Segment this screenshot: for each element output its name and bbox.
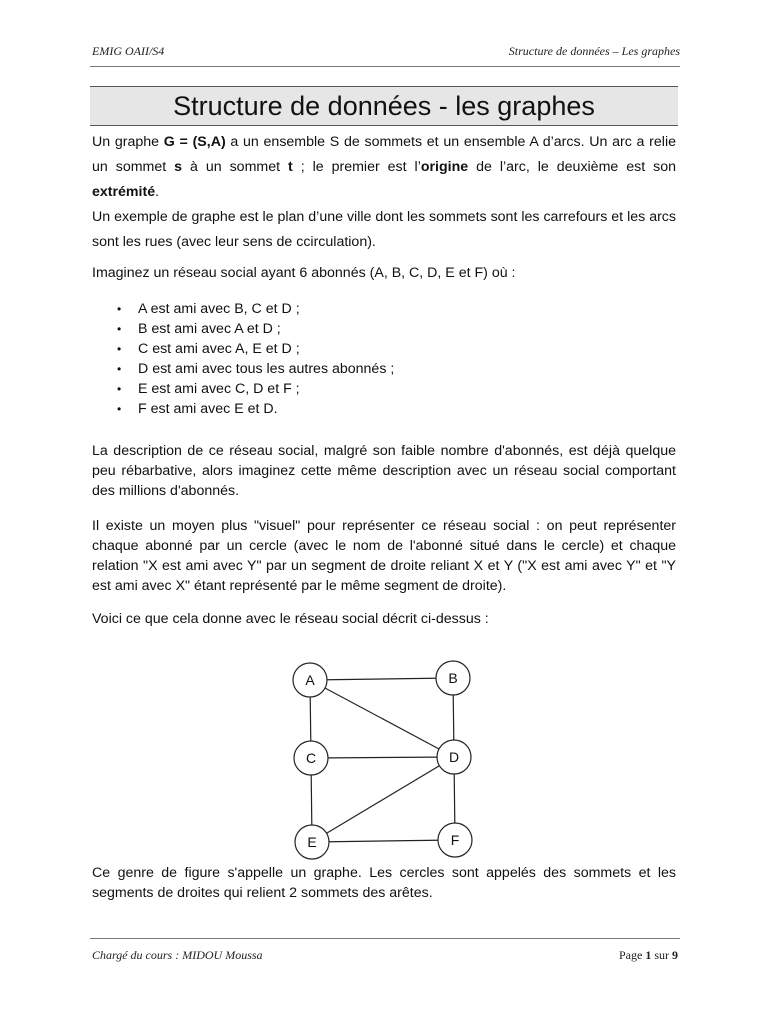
edge-e-f — [312, 840, 455, 842]
conclusion-paragraph: Ce genre de figure s'appelle un graphe. Les cercles sont appelés des sommets et les segments de droites qui relient 2 sommets des arêtes. — [92, 865, 676, 901]
footer-left: Chargé du cours : MIDOU Moussa — [92, 948, 263, 962]
of-label: sur — [651, 948, 672, 962]
intro-text-1: Un graphe — [92, 134, 164, 150]
header-right: Structure de données – Les graphes — [508, 44, 680, 58]
example-paragraph: Un exemple de graphe est le plan d’une ville dont les sommets sont les carrefours et les arcs sont les rues (avec leur sens de ccirculation). — [92, 209, 676, 250]
description-paragraph: La description de ce réseau social, malgré son faible nombre d'abonnés, est déjà quelque peu rébarbative, alors imaginez cette même description avec un réseau social comportant des millions d'abonnés. — [92, 443, 676, 499]
intro-text-6: . — [155, 184, 160, 200]
list-item: • E est ami avec C, D et F ; — [117, 379, 676, 399]
page-label: Page — [619, 948, 646, 962]
voici-paragraph: Voici ce que cela donne avec le réseau social décrit ci-dessus : — [92, 611, 489, 627]
intro-text-4: ; le premier est l’ — [292, 159, 421, 175]
content — [92, 130, 676, 629]
node-label-e: E — [307, 834, 317, 850]
current-page: 1 — [645, 948, 652, 962]
node-label-a: A — [305, 672, 315, 688]
edge-a-d — [310, 680, 454, 757]
list-item: • B est ami avec A et D ; — [117, 319, 676, 339]
list-item: • C est ami avec A, E et D ; — [117, 339, 676, 359]
page-title: Structure de données - les graphes — [173, 90, 595, 121]
visual-paragraph: Il existe un moyen plus "visuel" pour représenter ce réseau social : on peut représenter chaque abonné par un cercle (avec le nom de l'abonné situé dans le cercle) et chaque relation "X est ami avec Y" par un segment de droite reliant X et Y ("X est ami avec Y" et "Y est ami avec X" étant représenté par le même segment de droite). — [92, 518, 676, 594]
page-number — [619, 948, 678, 963]
intro-text-2: a un ensemble S de sommets et un ensemble A d’arcs. Un arc a relie un sommet — [92, 134, 676, 175]
node-label-f: F — [450, 832, 460, 848]
social-intro: Imaginez un réseau social ayant 6 abonnés (A, B, C, D, E et F) où : — [92, 265, 516, 281]
friends-list — [92, 299, 676, 419]
edge-c-d — [311, 757, 454, 758]
edge-a-b — [310, 678, 453, 680]
graph-figure — [280, 660, 480, 860]
intro-bold-origine: origine — [420, 159, 469, 175]
title-box — [90, 86, 678, 126]
graph-edges — [310, 678, 455, 842]
header-left: EMIG OAII/S4 — [92, 44, 165, 58]
header-rule — [90, 66, 680, 67]
intro-text-3: à un sommet — [182, 159, 289, 175]
node-label-d: D — [448, 749, 460, 765]
edge-d-e — [312, 757, 454, 842]
intro-bold-t: t — [288, 159, 293, 175]
intro-bold-g: G = (S,A) — [163, 134, 226, 150]
intro-bold-extremite: extrémité — [92, 184, 156, 200]
intro-bold-s: s — [174, 159, 183, 175]
list-item: • D est ami avec tous les autres abonnés ; — [117, 359, 676, 379]
node-label-b: B — [448, 670, 458, 686]
list-item: • F est ami avec E et D. — [117, 399, 676, 419]
conclusion-block — [92, 863, 676, 903]
node-label-c: C — [305, 750, 317, 766]
intro-paragraph — [92, 130, 676, 205]
list-item: • A est ami avec B, C et D ; — [117, 299, 676, 319]
intro-text-5: de l’arc, le deuxième est son — [468, 159, 677, 175]
total-pages: 9 — [672, 948, 678, 962]
footer-rule — [90, 938, 680, 939]
